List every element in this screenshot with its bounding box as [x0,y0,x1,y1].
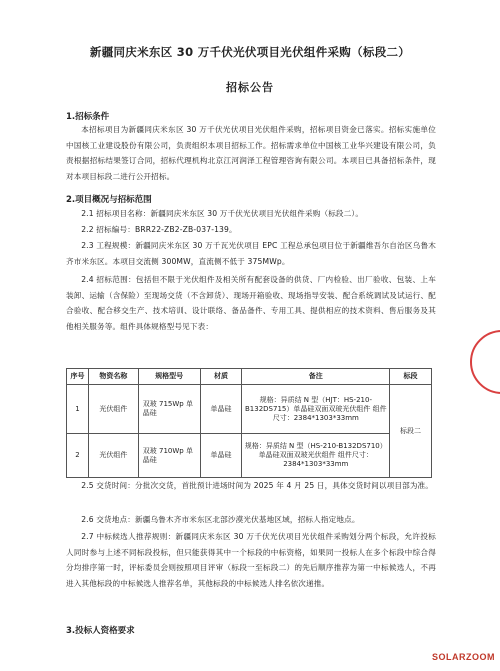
row-section: 标段二 [390,385,432,478]
watermark-logo: SOLARZOOM [432,652,495,662]
row-number: 2 [67,434,89,478]
column-header-no: 序号 [67,369,89,385]
section-2-2: 2.2 招标编号：BRR22-ZB2-ZB-037-139。 [81,225,237,234]
section-1-heading: 1.招标条件 [66,112,110,122]
document-title: 新疆同庆米东区 30 万千伏光伏项目光伏组件采购（标段二） [89,45,411,59]
row-number: 1 [67,385,89,434]
row-spec: 双玻 715Wp 单晶硅 [138,385,200,434]
row-material: 单晶硅 [200,434,242,478]
red-seal-stamp [470,330,500,394]
section-3-heading: 3.投标人资格要求 [66,626,135,636]
row-name: 光伏组件 [88,385,138,434]
column-header-material: 材质 [200,369,242,385]
section-2-4: 2.4 招标范围：包括但不限于光伏组件及相关所有配套设备的供货、厂内检验、出厂验收、包装、上车装卸、运输（含保险）至现场交货（不含卸货）、现场开箱验收、现场指导安装、配合系统调试及试运行、配合验收、配合移交生产、技术培训、设计联络、备品备件、专用工具、提供相应的技术资料、售后服务及其他相关服务等。组件具体规格型号见下表： [66,275,436,331]
section-2-3: 2.3 工程规模：新疆同庆米东区 30 万千瓦光伏项目 EPC 工程总承包项目位于新疆维吾尔自治区乌鲁木齐市米东区。本项目交流侧 300MW，直流侧不低于 375MWp。 [66,241,436,266]
table-header-row [67,369,432,385]
table-row [67,434,432,478]
row-note: 规格：异质结 N 型（HJT：HS-210-B132DS715）单晶硅双面双玻光伏组件 组件尺寸：2384*1303*33mm [242,385,390,434]
table-row [67,385,432,434]
document-subtitle: 招标公告 [226,81,274,94]
column-header-note: 备注 [242,369,390,385]
row-name: 光伏组件 [88,434,138,478]
specification-table [66,368,432,478]
section-2-heading: 2.项目概况与招标范围 [66,195,152,205]
section-2-5: 2.5 交货时间：分批次交货，首批预计进场时间为 2025 年 4 月 25 日，具体交货时间以项目部为准。 [81,481,434,490]
section-2-6: 2.6 交货地点：新疆乌鲁木齐市米东区北部沙漠光伏基地区域，招标人指定地点。 [81,515,360,524]
column-header-name: 物资名称 [88,369,138,385]
column-header-section: 标段 [390,369,432,385]
section-2-1: 2.1 招标项目名称：新疆同庆米东区 30 万千伏光伏项目光伏组件采购（标段二）。 [81,209,364,218]
row-note: 规格：异质结 N 型（HS-210-B132DS710）单晶硅双面双玻光伏组件 组件尺寸：2384*1303*33mm [242,434,390,478]
row-material: 单晶硅 [200,385,242,434]
column-header-spec: 规格型号 [138,369,200,385]
row-spec: 双玻 710Wp 单晶硅 [138,434,200,478]
section-1-body: 本招标项目为新疆同庆米东区 30 万千伏光伏项目光伏组件采购，招标项目资金已落实。招标实施单位中国核工业建设股份有限公司，负责组织本项目招标工作。招标需求单位中国核工业华兴建设有限公司，负责根据招标结果签订合同，招标代理机构北京江河润泽工程管理咨询有限公司。本项目已具备招标条件，现对本项目标段二进行公开招标。 [66,125,436,181]
section-2-7: 2.7 中标候选人推荐规则：新疆同庆米东区 30 万千伏光伏项目光伏组件采购划分两个标段，允许投标人同时参与上述不同标段投标，但只能获得其中一个标段的中标资格，如果同一投标人在多个标段中综合得分均排序第一时，评标委员会则按照项目评审（标段一至标段二）的先后顺序推荐为第一中标候选人，不再进入其他标段的中标候选人推荐名单，其他标段的中标候选人排名依次递推。 [66,532,436,588]
